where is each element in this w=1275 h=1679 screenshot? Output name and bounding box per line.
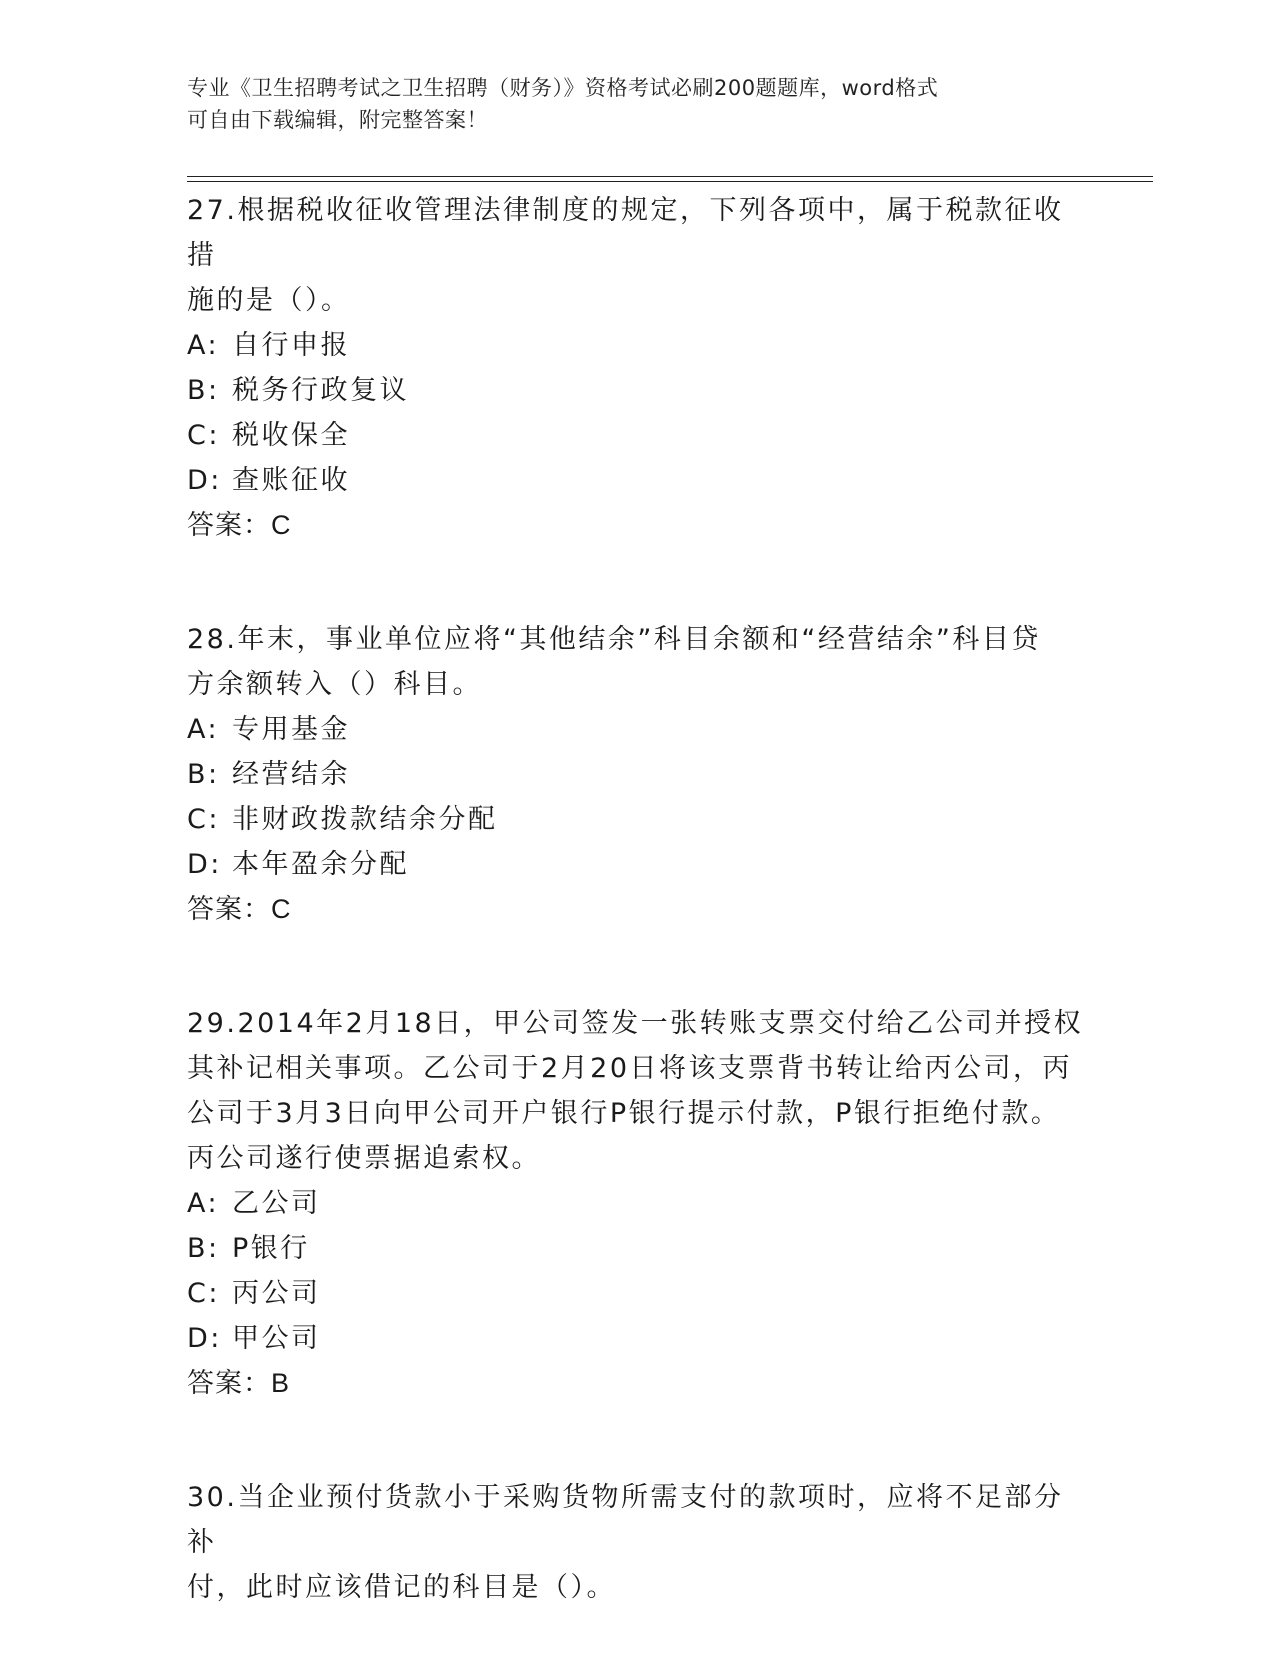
question-27 bbox=[187, 188, 1087, 548]
question-text-line: 其补记相关事项。乙公司于2月20日将该支票背书转让给丙公司，丙 bbox=[187, 1053, 1073, 1084]
option-b bbox=[187, 1226, 1087, 1271]
option-text: 税收保全 bbox=[232, 420, 350, 451]
option-d bbox=[187, 458, 1087, 503]
option-letter: D: bbox=[187, 465, 222, 496]
option-text: 查账征收 bbox=[232, 465, 350, 496]
option-letter: B: bbox=[187, 1233, 220, 1264]
question-text-line: 丙公司遂行使票据追索权。 bbox=[187, 1143, 541, 1174]
question-28 bbox=[187, 617, 1087, 932]
option-text: 非财政拨款结余分配 bbox=[232, 804, 498, 835]
question-text-line: 28.年末，事业单位应将“其他结余”科目余额和“经营结余”科目贷 bbox=[187, 624, 1041, 655]
question-text-line: 方余额转入（）科目。 bbox=[187, 669, 482, 700]
option-text: 乙公司 bbox=[232, 1188, 321, 1219]
question-text-line: 施的是（）。 bbox=[187, 285, 351, 316]
option-c bbox=[187, 1271, 1087, 1316]
option-text: 专用基金 bbox=[232, 714, 350, 745]
option-letter: B: bbox=[187, 375, 220, 406]
document-header bbox=[187, 72, 1067, 136]
option-a bbox=[187, 1181, 1087, 1226]
option-letter: C: bbox=[187, 420, 220, 451]
question-text-line: 29.2014年2月18日，甲公司签发一张转账支票交付给乙公司并授权 bbox=[187, 1008, 1084, 1039]
option-text: P银行 bbox=[232, 1233, 310, 1264]
option-d bbox=[187, 1316, 1087, 1361]
question-29 bbox=[187, 1001, 1087, 1406]
option-a bbox=[187, 323, 1087, 368]
answer-line: 答案：B bbox=[187, 1368, 291, 1398]
option-letter: C: bbox=[187, 804, 220, 835]
question-text-line: 付，此时应该借记的科目是（）。 bbox=[187, 1572, 616, 1603]
header-line-2: 可自由下载编辑，附完整答案！ bbox=[187, 108, 488, 132]
option-text: 经营结余 bbox=[232, 759, 350, 790]
option-letter: A: bbox=[187, 1188, 220, 1219]
option-b bbox=[187, 368, 1087, 413]
answer-line: 答案：C bbox=[187, 510, 292, 540]
option-text: 甲公司 bbox=[232, 1323, 321, 1354]
question-list bbox=[187, 188, 1087, 1679]
header-double-rule bbox=[187, 176, 1153, 182]
option-c bbox=[187, 413, 1087, 458]
option-text: 自行申报 bbox=[232, 330, 350, 361]
header-line-1: 专业《卫生招聘考试之卫生招聘（财务）》资格考试必刷200题题库，word格式 bbox=[187, 76, 939, 100]
option-a bbox=[187, 707, 1087, 752]
option-letter: A: bbox=[187, 330, 220, 361]
answer-line: 答案：C bbox=[187, 894, 292, 924]
option-letter: D: bbox=[187, 849, 222, 880]
option-letter: B: bbox=[187, 759, 220, 790]
option-b bbox=[187, 752, 1087, 797]
option-letter: C: bbox=[187, 1278, 220, 1309]
option-text: 本年盈余分配 bbox=[232, 849, 409, 880]
option-letter: A: bbox=[187, 714, 220, 745]
option-letter: D: bbox=[187, 1323, 222, 1354]
option-text: 税务行政复议 bbox=[232, 375, 409, 406]
option-text: 丙公司 bbox=[232, 1278, 321, 1309]
option-d bbox=[187, 842, 1087, 887]
question-text-line: 公司于3月3日向甲公司开户银行P银行提示付款，P银行拒绝付款。 bbox=[187, 1098, 1061, 1129]
question-text-line: 30.当企业预付货款小于采购货物所需支付的款项时，应将不足部分补 bbox=[187, 1482, 1064, 1558]
option-c bbox=[187, 797, 1087, 842]
question-text-line: 27.根据税收征收管理法律制度的规定，下列各项中，属于税款征收措 bbox=[187, 195, 1064, 271]
question-30 bbox=[187, 1475, 1087, 1610]
